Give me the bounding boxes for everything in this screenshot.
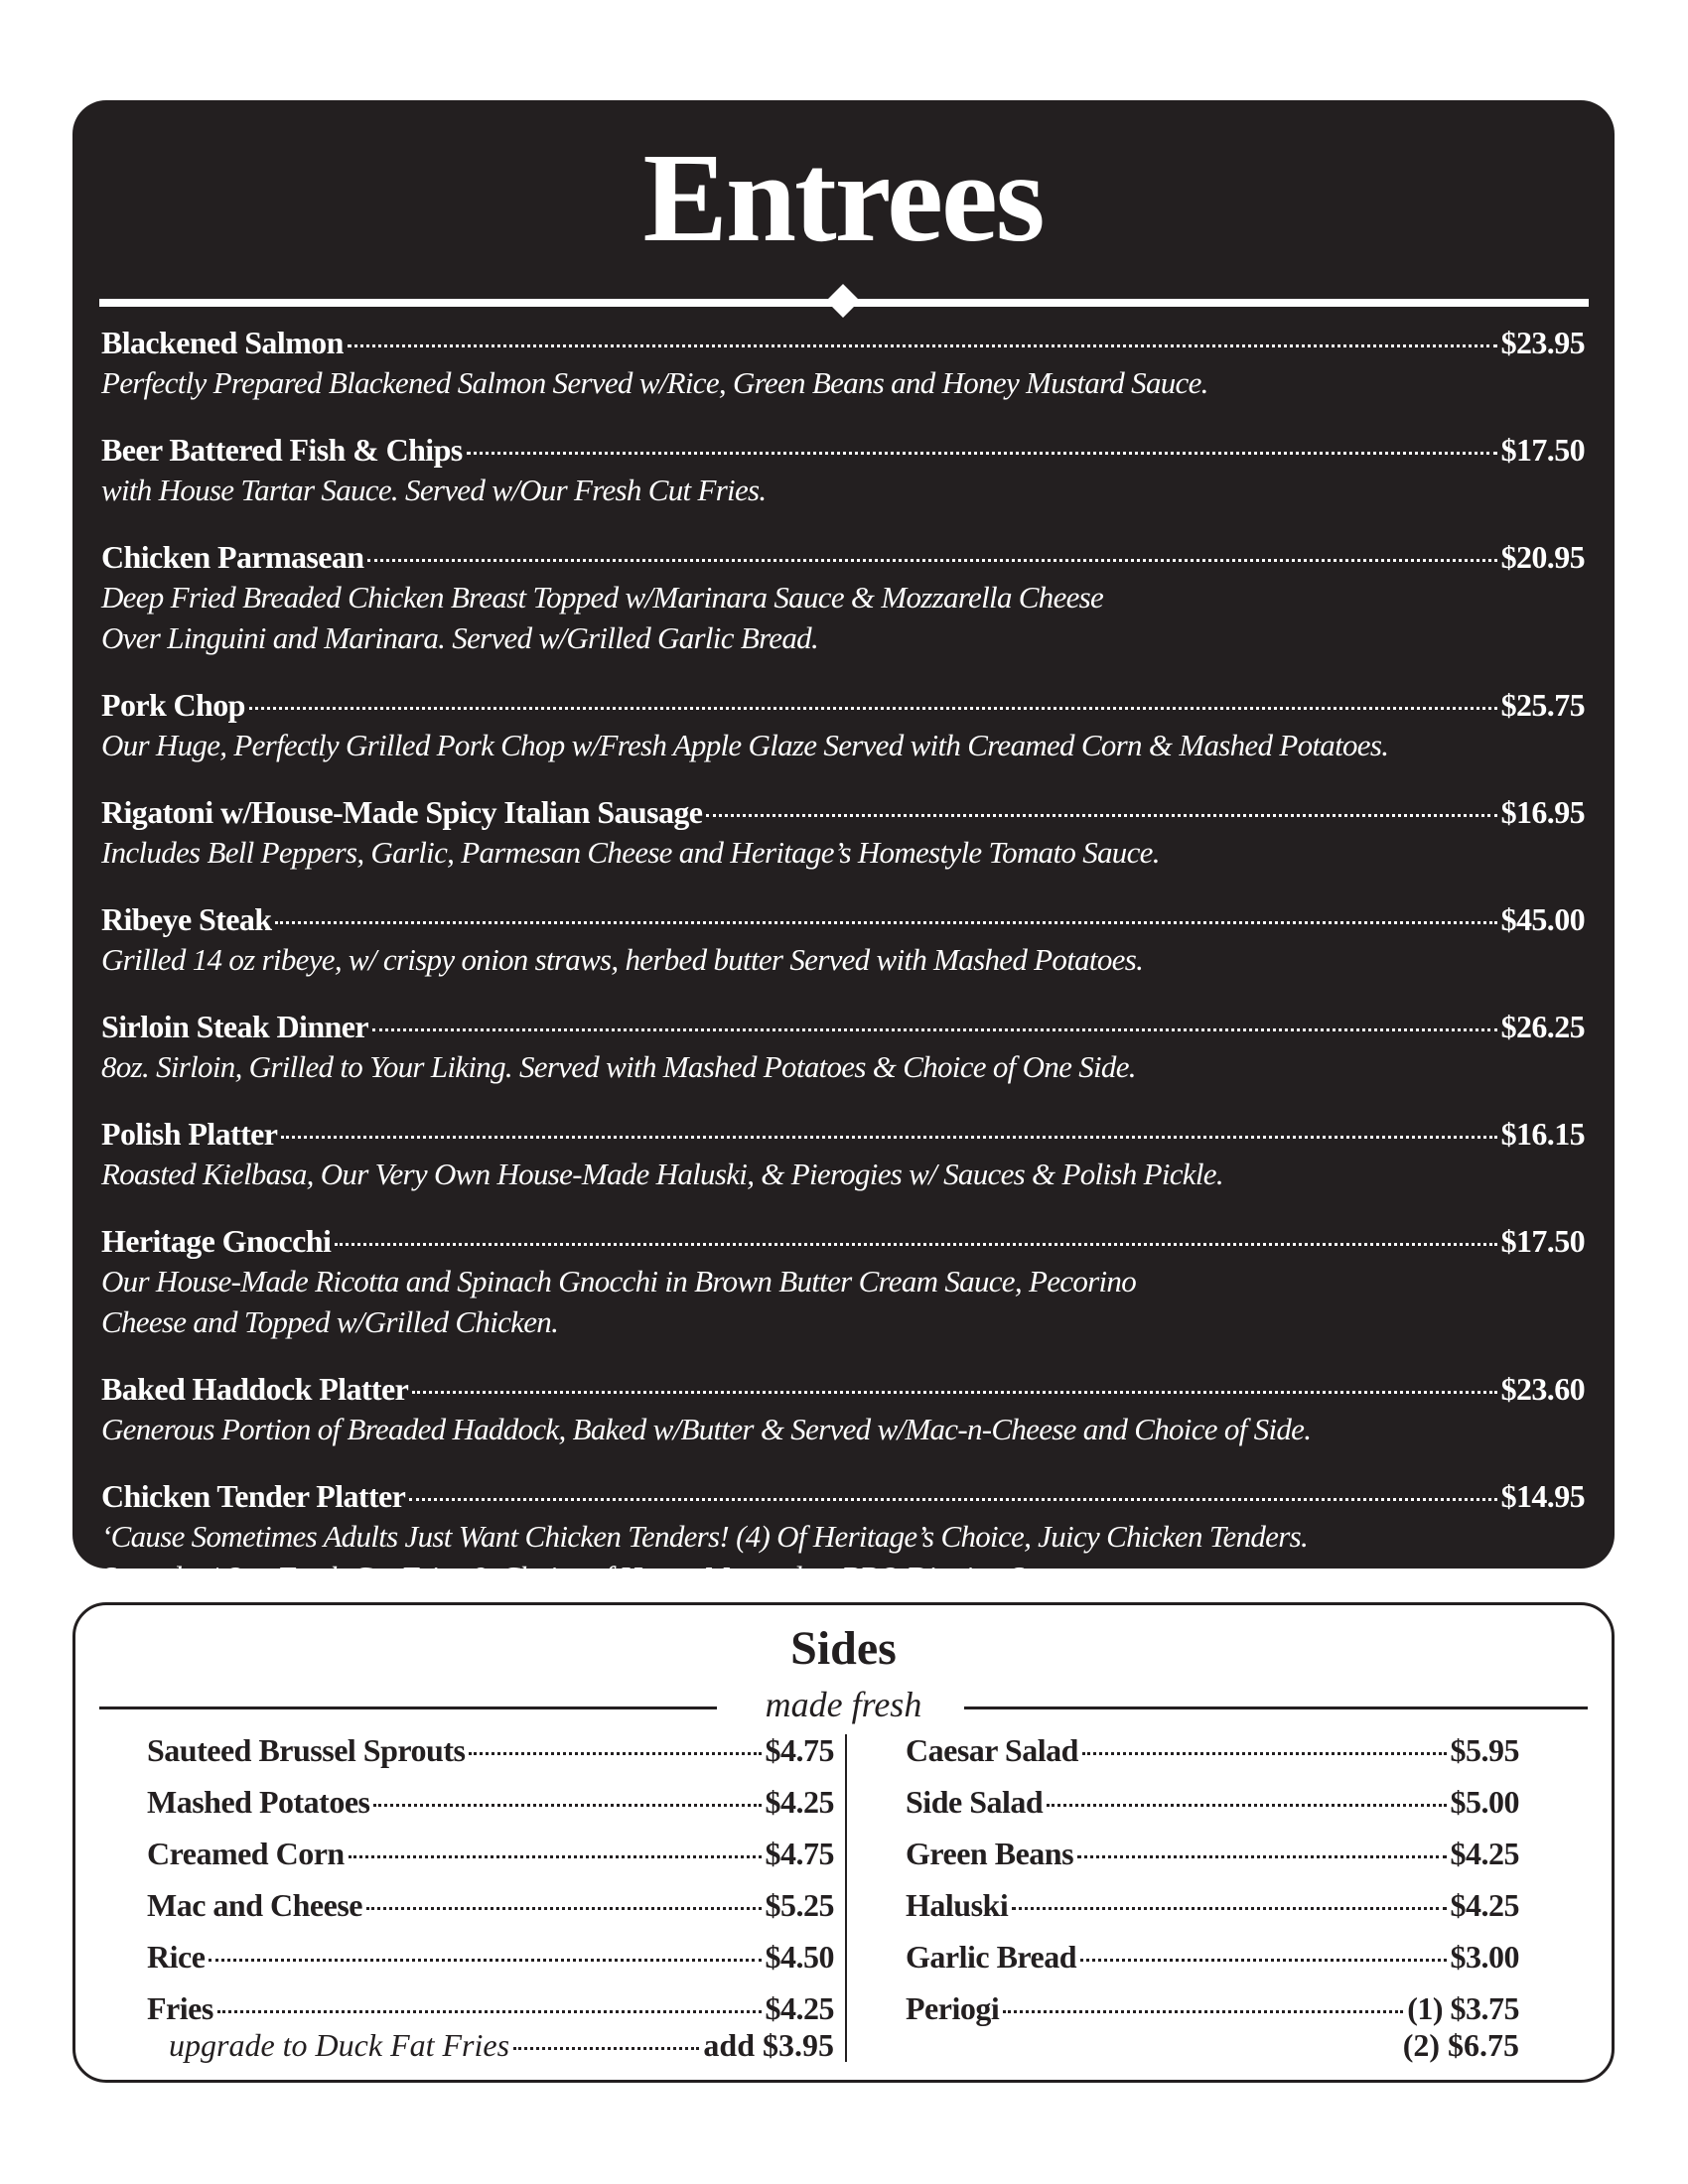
dot-leader <box>469 1752 761 1755</box>
entree-list <box>101 323 1585 1597</box>
entree-item <box>101 1369 1585 1449</box>
entree-head <box>101 1476 1585 1516</box>
entree-price: $23.95 <box>1500 325 1585 360</box>
entree-head <box>101 1007 1585 1046</box>
side-item <box>147 1724 834 1776</box>
dot-leader <box>366 1907 762 1910</box>
entree-description <box>101 1516 1585 1597</box>
dot-leader <box>217 2010 762 2013</box>
side-price: $4.75 <box>765 1732 834 1768</box>
entree-description-line: Deep Fried Breaded Chicken Breast Topped w/Marinara Sauce & Mozzarella Cheese <box>101 580 1104 614</box>
entree-name: Polish Platter <box>101 1116 278 1152</box>
dot-leader <box>335 1243 1496 1246</box>
dot-leader <box>349 1855 762 1858</box>
side-price: $4.25 <box>765 1784 834 1820</box>
entree-description <box>101 939 1585 980</box>
entree-name: Sirloin Steak Dinner <box>101 1009 368 1044</box>
side-price: $4.25 <box>765 1990 834 2026</box>
side-price: $5.95 <box>1450 1732 1519 1768</box>
entree-name: Blackened Salmon <box>101 325 344 360</box>
entree-item <box>101 685 1585 765</box>
side-item <box>906 1828 1519 1879</box>
entree-head <box>101 537 1585 577</box>
entree-description-line: Perfectly Prepared Blackened Salmon Served w/Rice, Green Beans and Honey Mustard Sauce. <box>101 365 1208 400</box>
entree-head <box>101 323 1585 362</box>
entrees-panel <box>72 100 1615 1594</box>
column-divider <box>845 1734 847 2062</box>
entree-description-line: Generous Portion of Breaded Haddock, Baked w/Butter & Served w/Mac-n-Cheese and Choice of Side. <box>101 1412 1312 1446</box>
dot-leader <box>373 1804 761 1807</box>
entrees-title: Entrees <box>642 127 1044 268</box>
entree-description <box>101 1154 1585 1194</box>
dot-leader <box>1047 1804 1446 1807</box>
entree-item <box>101 1007 1585 1087</box>
entree-price: $45.00 <box>1500 901 1585 937</box>
entree-head <box>101 1114 1585 1154</box>
entree-price: $16.15 <box>1500 1116 1585 1152</box>
sides-panel <box>72 1602 1615 2083</box>
entree-description-line: 8oz. Sirloin, Grilled to Your Liking. Served with Mashed Potatoes & Choice of One Side. <box>101 1049 1136 1084</box>
entree-item <box>101 537 1585 658</box>
side-name: Mac and Cheese <box>147 1887 362 1923</box>
entree-item <box>101 899 1585 980</box>
side-name: Creamed Corn <box>147 1836 345 1871</box>
side-item <box>147 1828 834 1879</box>
side-item <box>906 1724 1519 1776</box>
entree-description-line: ‘Cause Sometimes Adults Just Want Chicken Tenders! (4) Of Heritage’s Choice, Juicy Chicken Tenders. <box>101 1519 1309 1554</box>
sides-title: Sides <box>790 1622 897 1675</box>
entree-head <box>101 899 1585 939</box>
entree-description <box>101 1046 1585 1087</box>
side-item <box>906 1776 1519 1828</box>
upgrade-name: upgrade to Duck Fat Fries <box>169 2027 510 2063</box>
sides-column-left <box>147 1724 834 2064</box>
side-name: Sauteed Brussel Sprouts <box>147 1732 466 1768</box>
subtitle-rule-right <box>964 1706 1588 1709</box>
side-name: Haluski <box>906 1887 1009 1923</box>
side-item <box>147 1776 834 1828</box>
dot-leader <box>209 1959 761 1962</box>
entree-name: Chicken Tender Platter <box>101 1478 406 1514</box>
side-item <box>906 1879 1519 1931</box>
entree-name: Beer Battered Fish & Chips <box>101 432 463 468</box>
dot-leader <box>1077 1855 1446 1858</box>
diamond-ornament-icon <box>826 284 860 318</box>
entree-head <box>101 430 1585 470</box>
side-name: Side Salad <box>906 1784 1044 1820</box>
entree-description-line: Grilled 14 oz ribeye, w/ crispy onion straws, herbed butter Served with Mashed Potatoes. <box>101 942 1144 977</box>
dot-leader <box>412 1391 1496 1394</box>
entree-description-line: Over Linguini and Marinara. Served w/Grilled Garlic Bread. <box>101 620 818 655</box>
entree-head <box>101 792 1585 832</box>
dot-leader <box>249 707 1497 710</box>
entree-item <box>101 1114 1585 1194</box>
side-name: Rice <box>147 1939 206 1975</box>
dot-leader <box>372 1028 1497 1031</box>
dot-leader <box>1082 1752 1447 1755</box>
side-price: $5.00 <box>1450 1784 1519 1820</box>
dot-leader <box>275 921 1496 924</box>
dot-leader <box>1080 1959 1446 1962</box>
side-price: $4.25 <box>1450 1836 1519 1871</box>
entree-price: $26.25 <box>1500 1009 1585 1044</box>
entree-name: Heritage Gnocchi <box>101 1223 332 1259</box>
side-price: $3.00 <box>1450 1939 1519 1975</box>
entree-price: $20.95 <box>1500 539 1585 575</box>
entree-head <box>101 685 1585 725</box>
side-price: $4.75 <box>765 1836 834 1871</box>
dot-leader <box>467 452 1497 455</box>
fries-upgrade <box>169 2026 834 2064</box>
entree-description-line: Our Huge, Perfectly Grilled Pork Chop w/Fresh Apple Glaze Served with Creamed Corn & Mashed Potatoes. <box>101 728 1389 762</box>
entree-description <box>101 725 1585 765</box>
dot-leader <box>1003 2010 1403 2013</box>
dot-leader <box>409 1498 1496 1501</box>
entree-item <box>101 323 1585 403</box>
entree-description-line: Served w/ Our Fresh Cut Fries & Choice of Honey Mustard or BBQ Dipping Sauce. <box>101 1560 1086 1594</box>
entree-description <box>101 1261 1585 1342</box>
side-price: (1) $3.75 <box>1407 1990 1519 2026</box>
side-name: Caesar Salad <box>906 1732 1078 1768</box>
entree-name: Chicken Parmasean <box>101 539 364 575</box>
dot-leader <box>513 2047 699 2050</box>
sides-subtitle-row <box>99 1685 1588 1724</box>
side-name: Green Beans <box>906 1836 1074 1871</box>
dot-leader <box>1012 1907 1446 1910</box>
side-price: $5.25 <box>765 1887 834 1923</box>
sides-subtitle: made fresh <box>765 1685 922 1724</box>
side-item <box>147 1879 834 1931</box>
entree-head <box>101 1369 1585 1409</box>
upgrade-price: add $3.95 <box>703 2027 834 2063</box>
entree-description <box>101 362 1585 403</box>
entree-price: $17.50 <box>1500 432 1585 468</box>
entree-name: Pork Chop <box>101 687 245 723</box>
side-price: $4.50 <box>765 1939 834 1975</box>
dot-leader <box>706 814 1496 817</box>
entree-description-line: Cheese and Topped w/Grilled Chicken. <box>101 1304 559 1339</box>
entree-description <box>101 1409 1585 1449</box>
side-item <box>906 1931 1519 1982</box>
periogi-extra-price: (2) $6.75 <box>1402 2027 1519 2063</box>
side-item <box>147 1931 834 1982</box>
side-name: Fries <box>147 1990 213 2026</box>
entree-item <box>101 430 1585 510</box>
entree-price: $17.50 <box>1500 1223 1585 1259</box>
entree-price: $16.95 <box>1500 794 1585 830</box>
entree-description-line: Roasted Kielbasa, Our Very Own House-Made Haluski, & Pierogies w/ Sauces & Polish Pickle. <box>101 1157 1223 1191</box>
entree-description <box>101 577 1585 658</box>
entree-description <box>101 470 1585 510</box>
entree-item <box>101 792 1585 873</box>
entree-name: Rigatoni w/House-Made Spicy Italian Sausage <box>101 794 703 830</box>
dot-leader <box>348 344 1497 347</box>
sides-column-right <box>906 1724 1519 2064</box>
entree-description-line: Includes Bell Peppers, Garlic, Parmesan Cheese and Heritage’s Homestyle Tomato Sauce. <box>101 835 1160 870</box>
entree-price: $14.95 <box>1500 1478 1585 1514</box>
dot-leader <box>367 559 1496 562</box>
entree-price: $23.60 <box>1500 1371 1585 1407</box>
entree-price: $25.75 <box>1500 687 1585 723</box>
entree-item <box>101 1476 1585 1597</box>
side-price: $4.25 <box>1450 1887 1519 1923</box>
entree-head <box>101 1221 1585 1261</box>
side-name: Mashed Potatoes <box>147 1784 370 1820</box>
entree-description-line: Our House-Made Ricotta and Spinach Gnocchi in Brown Butter Cream Sauce, Pecorino <box>101 1264 1137 1298</box>
entree-item <box>101 1221 1585 1342</box>
side-name: Periogi <box>906 1990 1000 2026</box>
entree-name: Ribeye Steak <box>101 901 272 937</box>
dot-leader <box>281 1136 1496 1139</box>
entree-description <box>101 832 1585 873</box>
entrees-divider <box>101 283 1585 323</box>
entree-name: Baked Haddock Platter <box>101 1371 409 1407</box>
entree-description-line: with House Tartar Sauce. Served w/Our Fresh Cut Fries. <box>101 473 767 507</box>
side-name: Garlic Bread <box>906 1939 1077 1975</box>
